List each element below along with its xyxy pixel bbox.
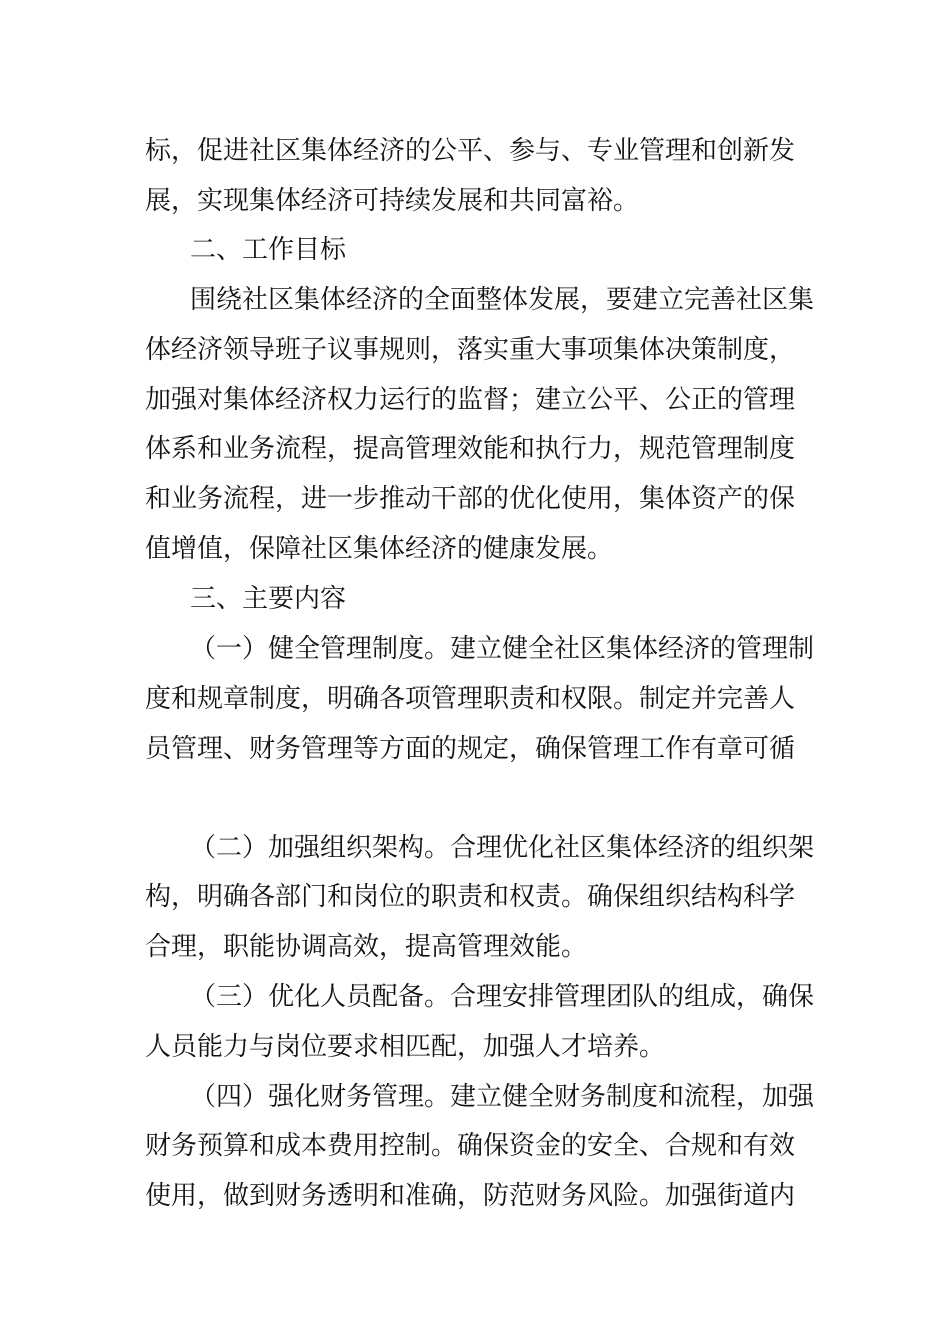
text-line: 财务预算和成本费用控制。确保资金的安全、合规和有效 <box>145 1131 796 1161</box>
text-line: 值增值，保障社区集体经济的健康发展。 <box>145 534 614 564</box>
text-line: （三）优化人员配备。合理安排管理团队的组成，确保 <box>190 982 815 1012</box>
text-line: 标，促进社区集体经济的公平、参与、专业管理和创新发 <box>145 136 796 166</box>
text-line: 人员能力与岗位要求相匹配，加强人才培养。 <box>145 1032 666 1062</box>
text-line: 合理，职能协调高效，提高管理效能。 <box>145 932 588 962</box>
text-line: 加强对集体经济权力运行的监督；建立公平、公正的管理 <box>145 385 796 415</box>
text-line: 体经济领导班子议事规则，落实重大事项集体决策制度， <box>145 335 796 365</box>
text-line: （四）强化财务管理。建立健全财务制度和流程，加强 <box>190 1082 815 1112</box>
text-line: 度和规章制度，明确各项管理职责和权限。制定并完善人 <box>145 684 796 714</box>
text-line: （二）加强组织架构。合理优化社区集体经济的组织架 <box>190 833 815 863</box>
text-line: 使用，做到财务透明和准确，防范财务风险。加强街道内 <box>145 1181 796 1211</box>
text-line: 体系和业务流程，提高管理效能和执行力，规范管理制度 <box>145 434 796 464</box>
text-line: 构，明确各部门和岗位的职责和权责。确保组织结构科学 <box>145 882 796 912</box>
text-line: 员管理、财务管理等方面的规定，确保管理工作有章可循 <box>145 734 796 764</box>
text-line: 和业务流程，进一步推动干部的优化使用，集体资产的保 <box>145 484 796 514</box>
text-line: （一）健全管理制度。建立健全社区集体经济的管理制 <box>190 634 815 664</box>
section-heading: 三、主要内容 <box>190 584 347 614</box>
section-heading: 二、工作目标 <box>190 235 347 265</box>
text-line: 展，实现集体经济可持续发展和共同富裕。 <box>145 186 640 216</box>
text-line: 围绕社区集体经济的全面整体发展，要建立完善社区集 <box>190 285 815 315</box>
